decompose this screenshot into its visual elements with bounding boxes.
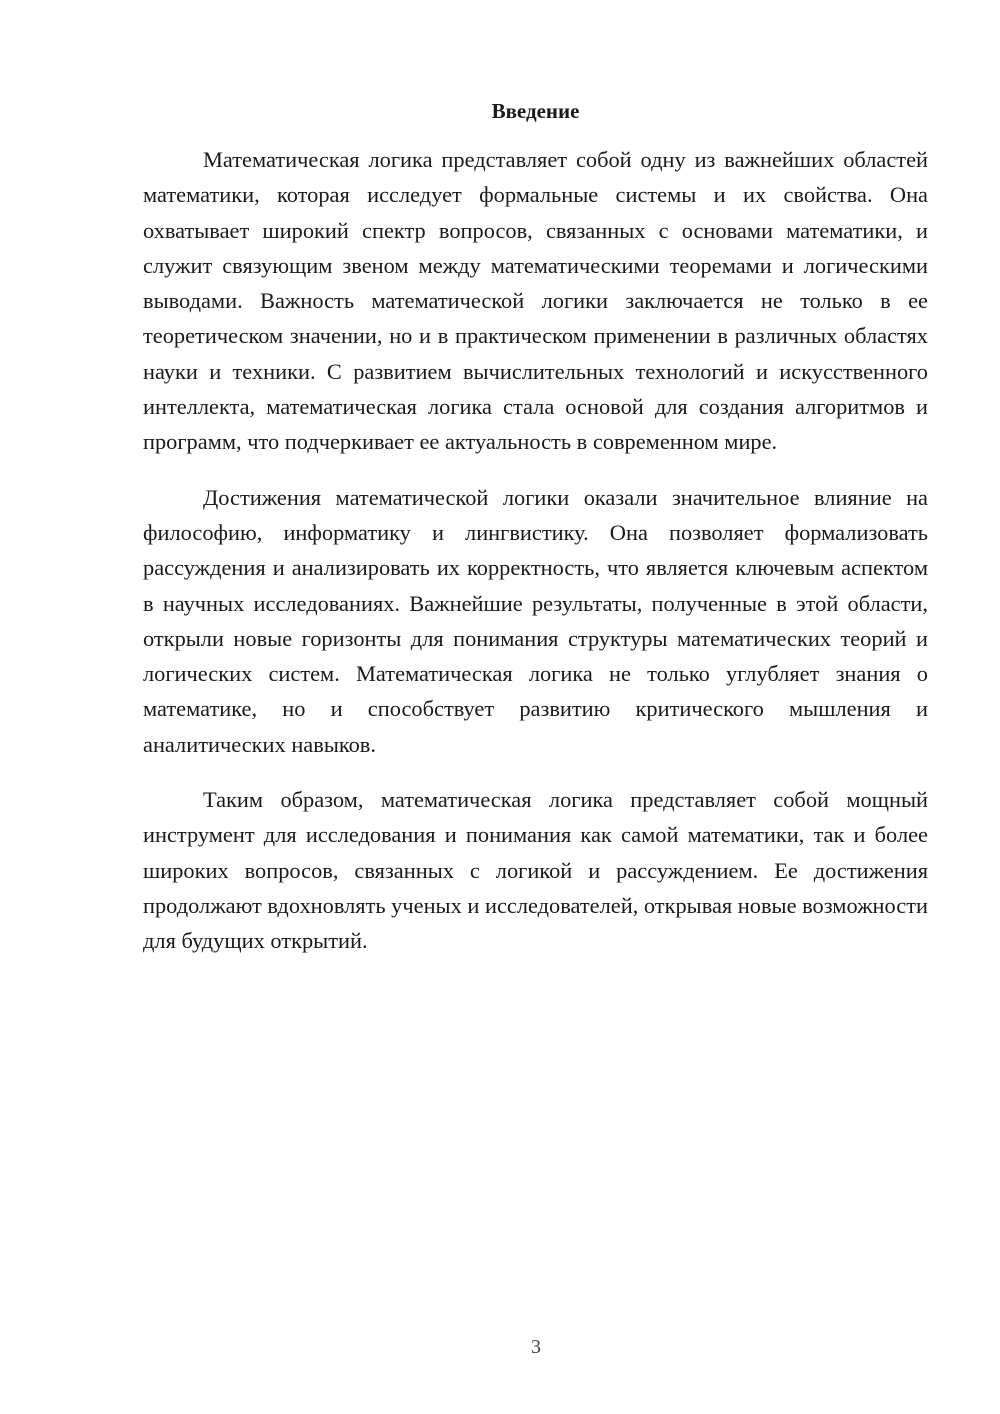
paragraph-2: Достижения математической логики оказали значительное влияние на философию, информатику и лингвистику. Она позволяет формализовать рассуждения и анализировать их корректность, что является ключевым аспектом в научных исследованиях. Важнейшие результаты, полученные в этой области, открыли новые горизонты для понимания структуры математических теорий и логических систем. Математическая логика не только углубляет знания о математике, но и способствует развитию критического мышления и аналитических навыков. <box>143 484 928 757</box>
paragraph-3: Таким образом, математическая логика представляет собой мощный инструмент для исследования и понимания как самой математики, так и более широких вопросов, связанных с логикой и рассуждением. Ее достижения продолжают вдохновлять ученых и исследователей, открывая новые возможности для будущих открытий. <box>143 787 928 954</box>
paragraph-1: Математическая логика представляет собой одну из важнейших областей математики, которая исследует формальные системы и их свойства. Она охватывает широкий спектр вопросов, связанных с основами математики, и служит связующим звеном между математическими теоремами и логическими выводами. Важность математической логики заключается не только в ее теоретическом значении, но и в практическом применении в различных областях науки и техники. С развитием вычислительных технологий и искусственного интеллекта, математическая логика стала основой для создания алгоритмов и программ, что подчеркивает ее актуальность в современном мире. <box>143 147 928 455</box>
document-body <box>143 142 928 979</box>
page-number: 3 <box>531 1336 541 1358</box>
section-title: Введение <box>491 99 580 123</box>
